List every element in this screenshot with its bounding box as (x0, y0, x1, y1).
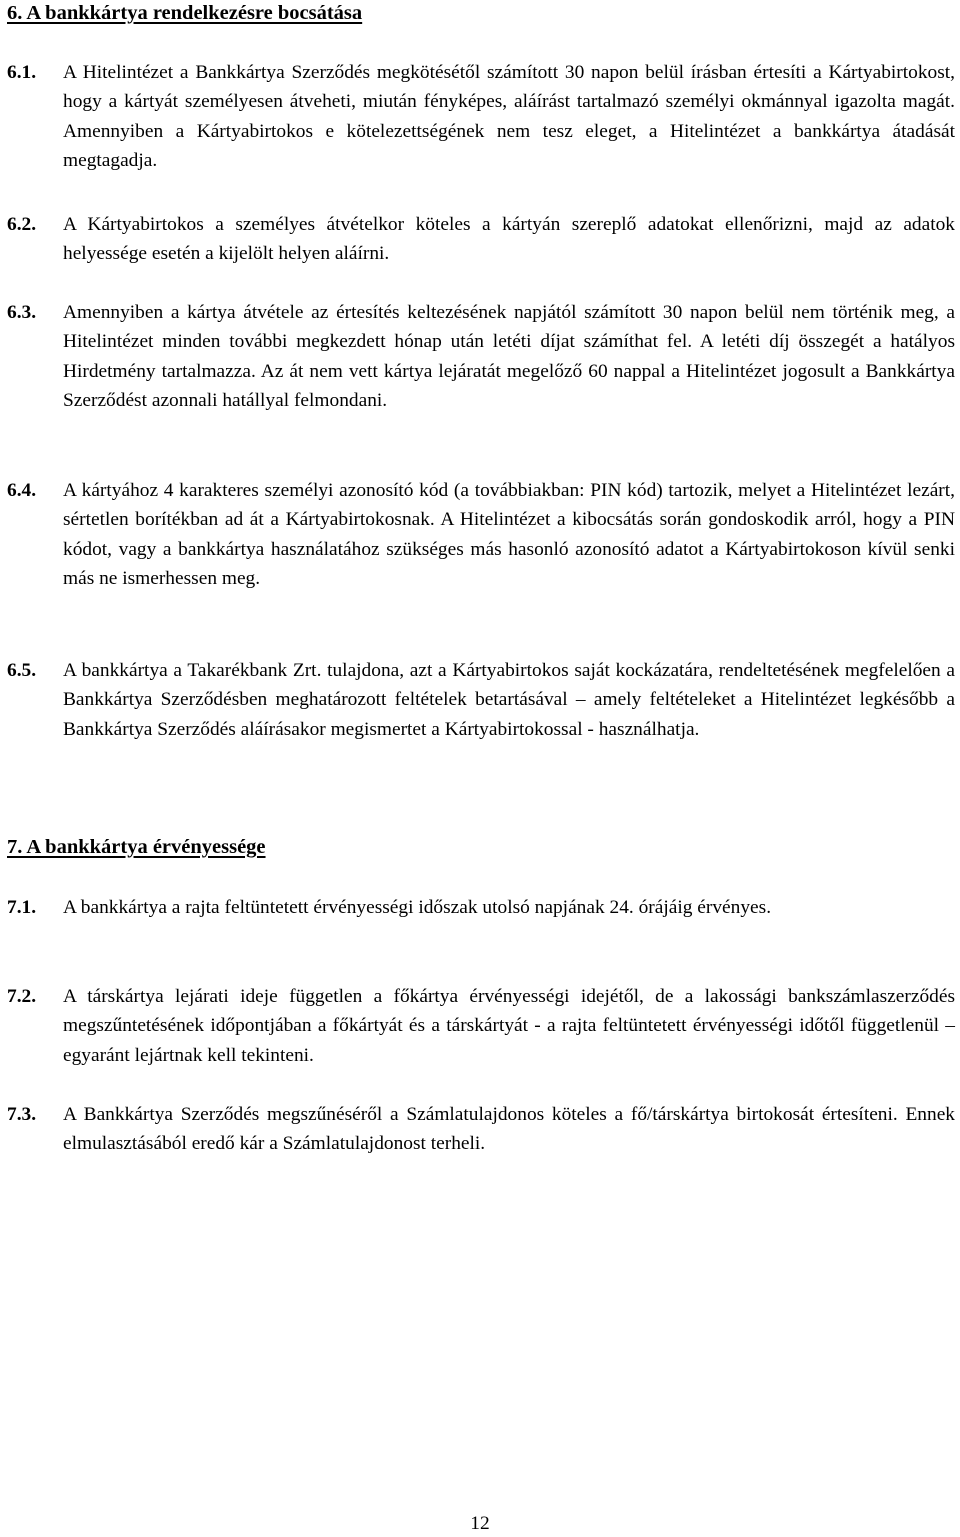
paragraph-text: A bankkártya a rajta feltüntetett érvényességi időszak utolsó napjának 24. órájáig érvényes. (63, 897, 772, 918)
paragraph-number: 6.5. (7, 660, 37, 681)
paragraph-text: Amennyiben a kártya átvétele az értesítés keltezésének napjától számított 30 napon belül nem történik meg, a Hitelintézet minden további megkezdett hónap után letéti díjat számíthat fel. A letéti díj összegét a hatályos Hirdetmény tartalmazza. Az át nem vett kártya lejáratát megelőző 60 nappal a Hitelintézet jogosult a Bankkártya Szerződést azonnali hatállyal felmondani. (63, 302, 955, 412)
paragraph-number: 7.2. (7, 986, 37, 1007)
paragraph-number: 7.3. (7, 1104, 37, 1125)
paragraph-text: A Kártyabirtokos a személyes átvételkor köteles a kártyán szereplő adatokat ellenőrizni, majd az adatok helyessége esetén a kijelölt helyen aláírni. (63, 214, 955, 265)
paragraph-text: A Hitelintézet a Bankkártya Szerződés megkötésétől számított 30 napon belül írásban értesíti a Kártyabirtokost, hogy a kártyát személyesen átveheti, miután fényképes, aláírást tartalmazó személyi okmánnyal igazolta magát. Amennyiben a Kártyabirtokos e kötelezettségének nem tesz eleget, a Hitelintézet a bankkártya átadását megtagadja. (63, 62, 955, 172)
paragraph-text: A bankkártya a Takarékbank Zrt. tulajdona, azt a Kártyabirtokos saját kockázatára, rendeltetésének megfelelően a Bankkártya Szerződésben meghatározott feltételek betartásával – amely feltételeket a Hitelintézet legkésőbb a Bankkártya Szerződés aláírásakor megismertet a Kártyabirtokossal - használhatja. (63, 660, 955, 740)
paragraph-text: A kártyához 4 karakteres személyi azonosító kód (a továbbiakban: PIN kód) tartozik, melyet a Hitelintézet lezárt, sértetlen borítékban ad át a Kártyabirtokosnak. A Hitelintézet a kibocsátás során gondoskodik arról, hogy a PIN kódot, vagy a bankkártya használatához szükséges más hasonló azonosító adatot a Kártyabirtokoson kívül senki más ne ismerhessen meg. (63, 480, 955, 590)
paragraph-number: 6.2. (7, 214, 37, 235)
paragraph-number: 6.1. (7, 62, 37, 83)
section-heading: 7. A bankkártya érvényessége (7, 836, 266, 858)
section-heading: 6. A bankkártya rendelkezésre bocsátása (7, 2, 363, 24)
paragraph-number: 7.1. (7, 897, 37, 918)
paragraph-text: A társkártya lejárati ideje független a főkártya érvényességi idejétől, de a lakossági bankszámlaszerződés megszűntetésének időpontjában a főkártyát és a társkártyát - a rajta feltüntetett érvényességi időtől függetlenül – egyaránt lejártnak kell tekinteni. (63, 986, 955, 1066)
paragraph-number: 6.4. (7, 480, 37, 501)
paragraph-text: A Bankkártya Szerződés megszűnéséről a Számlatulajdonos köteles a fő/társkártya birtokosát értesíteni. Ennek elmulasztásából eredő kár a Számlatulajdonost terheli. (63, 1104, 955, 1155)
paragraph-number: 6.3. (7, 302, 37, 323)
page-number: 12 (470, 1513, 490, 1534)
